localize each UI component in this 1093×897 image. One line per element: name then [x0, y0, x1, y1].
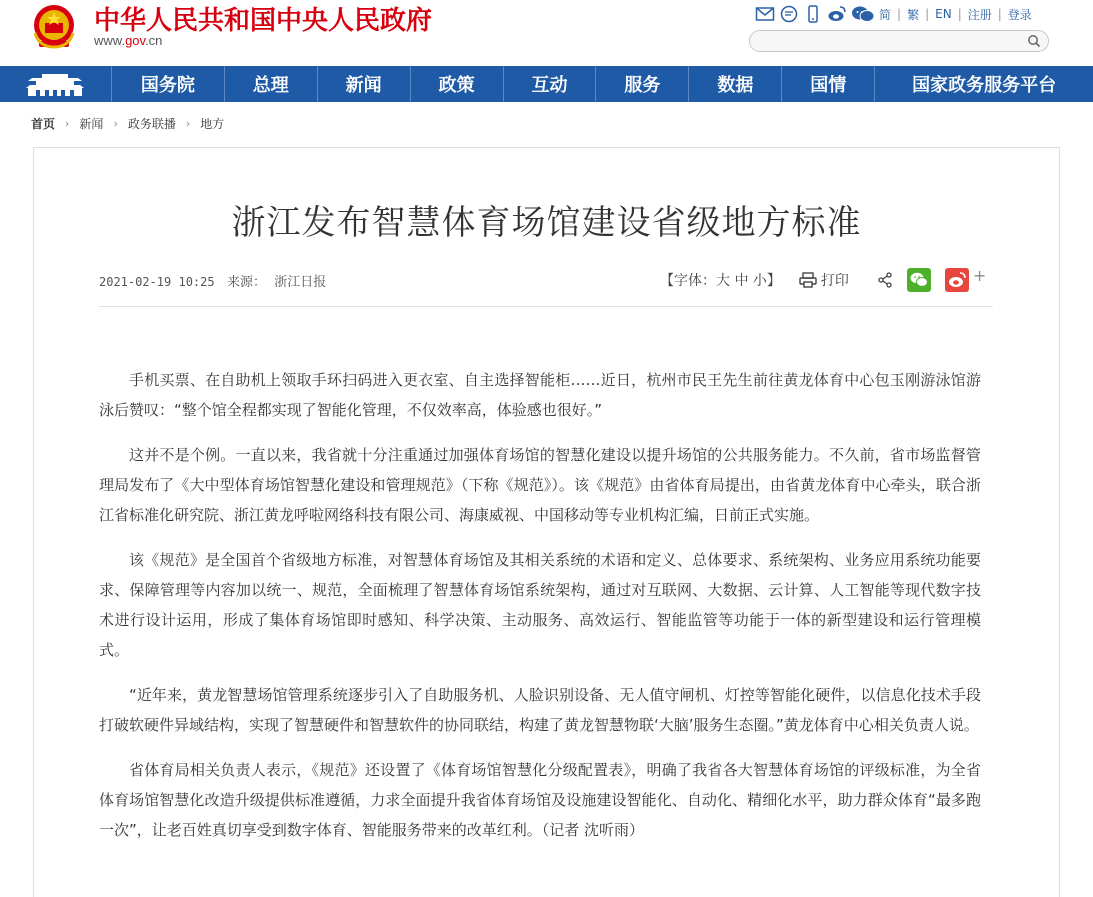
weibo-icon[interactable]	[827, 5, 847, 23]
separator: |	[897, 7, 902, 21]
article-body	[99, 365, 981, 860]
english-link[interactable]: EN	[935, 7, 952, 21]
nav-home-logo[interactable]	[0, 66, 112, 102]
domain-brand: gov	[125, 33, 146, 48]
article-title: 浙江发布智慧体育场馆建设省级地方标准	[231, 203, 862, 243]
article-paragraph: 该《规范》是全国首个省级地方标准，对智慧体育场馆及其相关系统的术语和定义、总体要求、系统架构、业务应用系统功能要求、保障管理等内容加以统一、规范，全面梳理了智慧体育场馆系统架构，通过对互联网、大数据、云计算、人工智能等现代数字技术进行设计运用，形成了集体育场馆即时感知、科学决策、主动服务、高效运行、智能监管等功能于一体的新型建设和运行管理模式。	[99, 551, 981, 659]
mobile-icon[interactable]	[803, 5, 823, 23]
message-icon[interactable]	[779, 5, 799, 23]
article-paragraph: 这并不是个例。一直以来，我省就十分注重通过加强体育场馆的智慧化建设以提升场馆的公共服务能力。不久前，省市场监督管理局发布了《大中型体育场馆智慧化建设和管理规范》（下称《规范》）。该《规范》由省体育局提出，由省黄龙体育中心牵头，联合浙江省标准化研究院、浙江黄龙呼啦网络科技有限公司、海康威视、中国移动等专业机构汇编，日前正式实施。	[99, 446, 981, 524]
nav-item-zongli[interactable]: 总理	[225, 66, 318, 102]
nav-item-service-platform[interactable]: 国家政务服务平台	[912, 75, 1057, 96]
article-paragraph: “近年来，黄龙智慧场馆管理系统逐步引入了自助服务机、人脸识别设备、无人值守闸机、灯控等智能化硬件，以信息化技术手段打破软硬件异域结构，实现了智慧硬件和智慧软件的协同联结，构建了黄龙智慧物联‘大脑’服务生态圈。”黄龙体育中心相关负责人说。	[99, 686, 981, 734]
chevron-right-icon: ›	[113, 117, 118, 130]
separator: |	[997, 7, 1002, 21]
tiananmen-icon	[24, 70, 86, 98]
register-link[interactable]: 注册	[967, 7, 992, 22]
more-share-icon[interactable]: +	[972, 265, 987, 285]
nav-item-policy[interactable]: 政策	[411, 66, 504, 102]
article-meta	[99, 271, 326, 290]
domain-suffix: .cn	[145, 33, 163, 48]
site-header	[0, 0, 1093, 66]
print-label: 打印	[820, 273, 849, 289]
breadcrumb-local[interactable]: 地方	[200, 117, 225, 131]
mail-icon[interactable]	[755, 5, 775, 23]
wechat-icon[interactable]	[851, 5, 875, 23]
breadcrumb-gov-affairs[interactable]: 政务联播	[127, 117, 176, 131]
article-paragraph: 省体育局相关负责人表示，《规范》还设置了《体育场馆智慧化分级配置表》，明确了我省各大智慧体育场馆的评级标准，为全省体育场馆智慧化改造升级提供标准遵循，力求全面提升我省体育场馆及设施建设智能化、自动化、精细化水平，助力群众体育“最多跑一次”，让老百姓真切享受到数字体育、智能服务带来的改革红利。（记者 沈听雨）	[99, 761, 981, 839]
publish-datetime: 2021-02-19 10:25	[99, 275, 215, 289]
font-size-selector[interactable]: 【字体：大 中 小】	[660, 273, 781, 289]
top-links	[755, 3, 1032, 25]
breadcrumb	[31, 115, 224, 132]
login-link[interactable]: 登录	[1007, 7, 1032, 22]
article-paragraph: 手机买票、在自助机上领取手环扫码进入更衣室、自主选择智能柜……近日，杭州市民王先生前往黄龙体育中心包玉刚游泳馆游泳后赞叹：“整个馆全程都实现了智能化管理，不仅效率高，体验感也很好。”	[99, 371, 981, 419]
source-label: 来源：	[227, 275, 267, 290]
nav-item-national-info[interactable]: 国情	[782, 66, 875, 102]
printer-icon	[799, 272, 817, 288]
share-icon[interactable]	[877, 272, 893, 288]
search-icon[interactable]	[1027, 34, 1041, 48]
weibo-share-icon[interactable]	[945, 268, 969, 292]
separator: |	[925, 7, 930, 21]
site-domain[interactable]	[94, 33, 162, 48]
article-tools	[660, 266, 986, 294]
main-nav	[0, 66, 1093, 102]
breadcrumb-home[interactable]: 首页	[31, 117, 56, 131]
breadcrumb-news[interactable]: 新闻	[79, 117, 104, 131]
traditional-chinese-link[interactable]: 繁	[907, 7, 920, 22]
wechat-share-icon[interactable]	[907, 268, 931, 292]
nav-item-service[interactable]: 服务	[596, 66, 689, 102]
nav-item-data[interactable]: 数据	[689, 66, 782, 102]
site-title[interactable]: 中华人民共和国中央人民政府	[94, 6, 433, 36]
nav-item-guowuyuan[interactable]: 国务院	[112, 66, 225, 102]
search-input[interactable]	[749, 30, 1049, 52]
nav-item-news[interactable]: 新闻	[318, 66, 411, 102]
chevron-right-icon: ›	[65, 117, 70, 130]
simplified-chinese-link[interactable]: 简	[879, 7, 892, 22]
nav-item-interaction[interactable]: 互动	[504, 66, 597, 102]
national-emblem-icon[interactable]	[31, 3, 77, 51]
domain-prefix: www.	[94, 33, 126, 48]
article-source: 浙江日报	[274, 275, 327, 290]
meta-divider	[99, 306, 993, 307]
chevron-right-icon: ›	[185, 117, 191, 130]
separator: |	[957, 7, 962, 21]
print-button[interactable]	[799, 270, 849, 290]
